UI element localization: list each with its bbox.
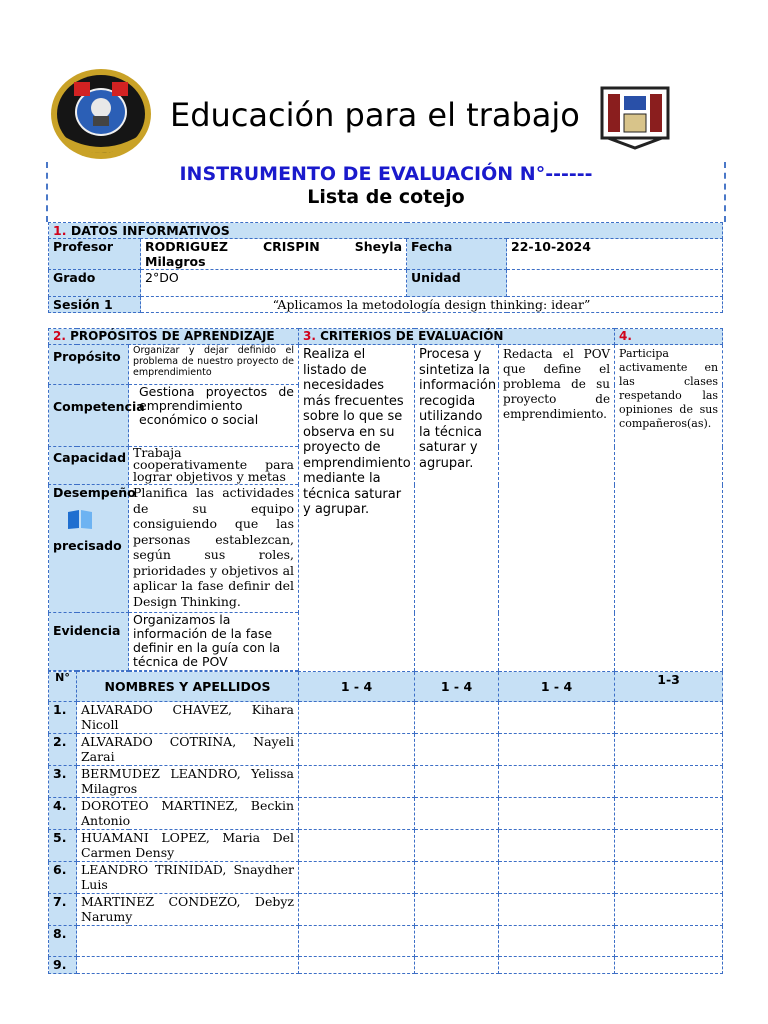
- desempeno-label: [49, 485, 136, 613]
- book-icon: [67, 508, 93, 530]
- score-cell[interactable]: [415, 734, 499, 766]
- score-cell[interactable]: [499, 830, 615, 862]
- unidad-label: Unidad: [407, 270, 507, 297]
- table-row: [49, 702, 723, 734]
- desempeno-label-bottom: precisado: [53, 538, 122, 553]
- score-cell[interactable]: [415, 798, 499, 830]
- grado-value: 2°DO: [141, 270, 407, 297]
- profesor-label: Profesor: [49, 239, 141, 270]
- fecha-label: Fecha: [407, 239, 507, 270]
- section-header-datos: [49, 223, 723, 239]
- grado-label: Grado: [49, 270, 141, 297]
- table-row: [49, 862, 723, 894]
- score-header-2: 1 - 4: [415, 672, 499, 702]
- score-cell[interactable]: [299, 766, 415, 798]
- score-cell[interactable]: [499, 862, 615, 894]
- score-header-3: 1 - 4: [499, 672, 615, 702]
- student-name: LEANDRO TRINIDAD, Snaydher Luis: [77, 862, 299, 894]
- criterio-4: Participa activamente en las clases respetando las opiniones de sus compañeros(as).: [615, 345, 723, 672]
- sesion-label: Sesión 1: [49, 297, 141, 313]
- col-num-header: N°: [49, 672, 77, 702]
- score-cell[interactable]: [615, 702, 723, 734]
- student-name: [77, 957, 299, 974]
- student-name: BERMUDEZ LEANDRO, Yelissa Milagros: [77, 766, 299, 798]
- score-cell[interactable]: [299, 798, 415, 830]
- score-cell[interactable]: [299, 926, 415, 957]
- score-cell[interactable]: [499, 702, 615, 734]
- score-cell[interactable]: [415, 926, 499, 957]
- student-name: ALVARADO COTRINA, Nayeli Zarai: [77, 734, 299, 766]
- row-number: 6.: [49, 862, 77, 894]
- competencia-value: Gestiona proyectos de emprendimiento económico o social: [129, 385, 299, 447]
- table-row: [49, 894, 723, 926]
- instrument-subtitle: Lista de cotejo: [307, 186, 465, 208]
- competencia-label: Competencia: [49, 385, 129, 447]
- score-cell[interactable]: [299, 957, 415, 974]
- score-cell[interactable]: [615, 830, 723, 862]
- student-name: ALVARADO CHAVEZ, Kihara Nicoll: [77, 702, 299, 734]
- row-number: 9.: [49, 957, 77, 974]
- score-cell[interactable]: [615, 766, 723, 798]
- table-row: [49, 830, 723, 862]
- section-number: 3.: [303, 329, 316, 343]
- proposito-label: Propósito: [49, 345, 129, 385]
- score-cell[interactable]: [299, 894, 415, 926]
- score-cell[interactable]: [499, 926, 615, 957]
- section-title: DATOS INFORMATIVOS: [70, 223, 230, 238]
- score-cell[interactable]: [499, 894, 615, 926]
- score-cell[interactable]: [615, 734, 723, 766]
- evidencia-value: Organizamos la información de la fase definir en la guía con la técnica de POV: [129, 613, 299, 671]
- student-name: [77, 926, 299, 957]
- student-name: HUAMANI LOPEZ, Maria Del Carmen Densy: [77, 830, 299, 862]
- proposito-value: Organizar y dejar definido el problema de nuestro proyecto de emprendimiento: [129, 345, 299, 385]
- desempeno-value: Planifica las actividades de su equipo consiguiendo que las personas establezcan, según sus roles, prioridades y objetivos al aplicar la fase definir del Design Thinking.: [129, 485, 299, 613]
- row-number: 2.: [49, 734, 77, 766]
- sesion-value: “Aplicamos la metodología design thinking: idear”: [141, 297, 723, 313]
- score-cell[interactable]: [415, 830, 499, 862]
- university-seal-logo: [594, 70, 676, 150]
- score-cell[interactable]: [415, 957, 499, 974]
- datos-informativos-table: [48, 222, 723, 313]
- student-name: MARTINEZ CONDEZO, Debyz Narumy: [77, 894, 299, 926]
- section-header-criterios: [299, 329, 615, 345]
- score-cell[interactable]: [299, 862, 415, 894]
- score-cell[interactable]: [499, 957, 615, 974]
- criterio-3: Redacta el POV que define el problema de su proyecto de emprendimiento.: [499, 345, 615, 672]
- row-number: 1.: [49, 702, 77, 734]
- table-row: [49, 957, 723, 974]
- score-cell[interactable]: [299, 734, 415, 766]
- fecha-value: 22-10-2024: [507, 239, 723, 270]
- section-header-propositos: [49, 329, 299, 345]
- evaluation-table: [48, 328, 723, 974]
- row-number: 7.: [49, 894, 77, 926]
- score-cell[interactable]: [415, 894, 499, 926]
- score-cell[interactable]: [499, 734, 615, 766]
- student-name: DOROTEO MARTINEZ, Beckin Antonio: [77, 798, 299, 830]
- score-cell[interactable]: [615, 957, 723, 974]
- score-header-4: 1-3: [615, 672, 723, 702]
- row-number: 4.: [49, 798, 77, 830]
- instrument-title: INSTRUMENTO DE EVALUACIÓN N°------: [179, 163, 593, 185]
- school-crest-logo: [50, 68, 152, 160]
- score-cell[interactable]: [299, 702, 415, 734]
- score-cell[interactable]: [499, 766, 615, 798]
- table-row: [49, 798, 723, 830]
- capacidad-value: Trabaja cooperativamente para lograr objetivos y metas: [129, 447, 299, 485]
- desempeno-label-top: Desempeño: [53, 485, 136, 500]
- score-cell[interactable]: [415, 766, 499, 798]
- unidad-value: [507, 270, 723, 297]
- score-cell[interactable]: [415, 702, 499, 734]
- row-number: 8.: [49, 926, 77, 957]
- score-cell[interactable]: [615, 862, 723, 894]
- row-number: 5.: [49, 830, 77, 862]
- section-header-4: [615, 329, 723, 345]
- profesor-value: RODRIGUEZ CRISPIN Sheyla Milagros: [141, 239, 407, 270]
- section-number: 1.: [53, 223, 67, 238]
- section-title: PROPÓSITOS DE APRENDIZAJE: [70, 329, 275, 343]
- table-row: [49, 766, 723, 798]
- section-number: 4.: [619, 329, 632, 343]
- evidencia-label: Evidencia: [49, 613, 129, 671]
- table-row: [49, 926, 723, 957]
- score-cell[interactable]: [415, 862, 499, 894]
- page-title: Educación para el trabajo: [170, 96, 580, 134]
- score-cell[interactable]: [615, 926, 723, 957]
- criterio-1: Realiza el listado de necesidades más frecuentes sobre lo que se observa en su proyecto de emprendimiento mediante la técnica saturar y agrupar.: [299, 345, 415, 672]
- col-names-header: NOMBRES Y APELLIDOS: [77, 672, 299, 702]
- score-cell[interactable]: [499, 798, 615, 830]
- section-number: 2.: [53, 329, 66, 343]
- score-cell[interactable]: [299, 830, 415, 862]
- score-cell[interactable]: [615, 798, 723, 830]
- score-cell[interactable]: [615, 894, 723, 926]
- score-header-1: 1 - 4: [299, 672, 415, 702]
- capacidad-label: Capacidad: [49, 447, 129, 485]
- table-row: [49, 734, 723, 766]
- criterio-2: Procesa y sintetiza la información recogida utilizando la técnica saturar y agrupar.: [415, 345, 499, 672]
- row-number: 3.: [49, 766, 77, 798]
- section-title: CRITERIOS DE EVALUACIÓN: [320, 329, 504, 343]
